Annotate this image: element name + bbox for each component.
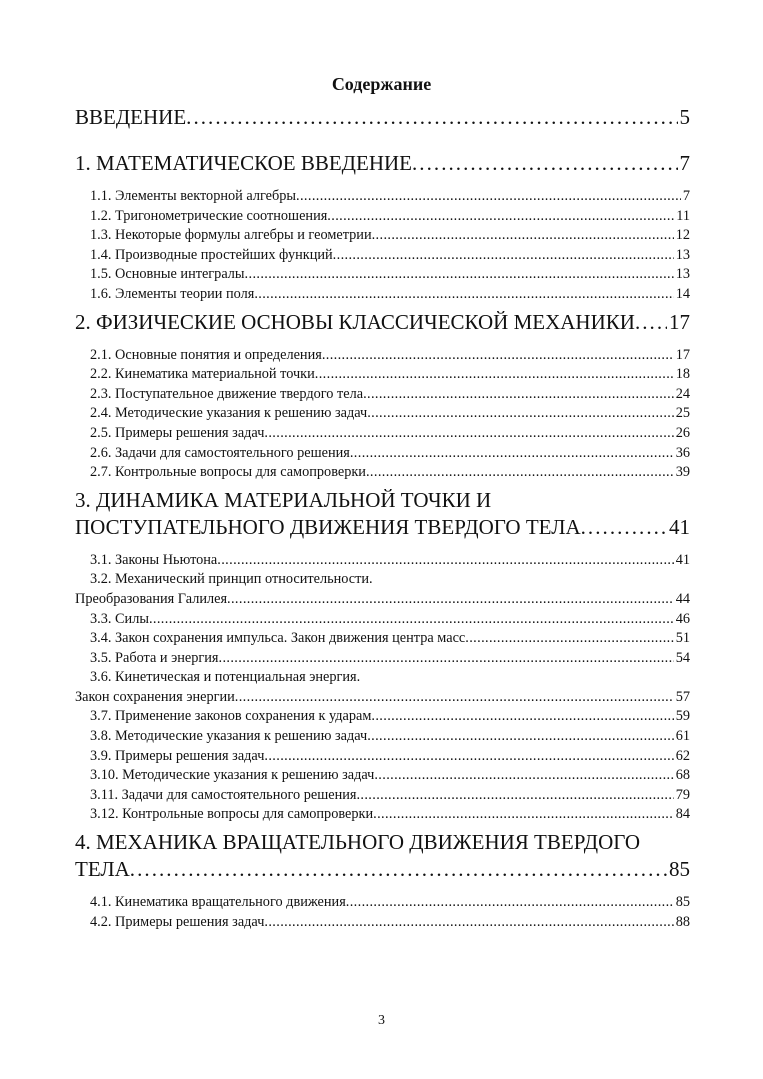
toc-leader — [363, 385, 674, 405]
toc-leader — [412, 150, 678, 177]
toc-row — [90, 265, 690, 285]
toc-leader — [235, 688, 674, 708]
toc-page: 51 — [675, 630, 690, 647]
toc-label: 3.9. Примеры решения задач — [90, 747, 265, 764]
toc-label: 3.4. Закон сохранения импульса. Закон движения центра масс — [90, 630, 466, 647]
toc-page: 41 — [669, 514, 690, 539]
toc-label: 2.4. Методические указания к решению задач — [90, 405, 368, 422]
toc-row — [90, 551, 690, 571]
toc-leader — [465, 629, 673, 649]
toc-row — [90, 207, 690, 227]
toc-row — [90, 246, 690, 266]
toc-page: 17 — [669, 309, 690, 334]
toc-page: 41 — [675, 551, 690, 568]
toc-page: 11 — [676, 207, 690, 224]
toc-row — [75, 856, 690, 883]
toc-label: 1.5. Основные интегралы — [90, 266, 245, 283]
toc-label: ПОСТУПАТЕЛЬНОГО ДВИЖЕНИЯ ТВЕРДОГО ТЕЛА — [75, 514, 581, 539]
toc-page: 88 — [675, 913, 690, 930]
toc-label-line: 3.2. Механический принцип относительности. — [90, 571, 373, 588]
toc-leader — [149, 610, 674, 630]
toc-sections-2 — [75, 346, 690, 483]
toc-label: 3.12. Контрольные вопросы для самопроверки — [90, 806, 374, 823]
toc-row — [90, 424, 690, 444]
toc-label: 1.6. Элементы теории поля — [90, 285, 255, 302]
toc-page: 13 — [675, 266, 690, 283]
toc-leader — [333, 246, 674, 266]
toc-page: 14 — [675, 285, 690, 302]
toc-row — [75, 104, 690, 131]
toc-label: 3.10. Методические указания к решению задач — [90, 767, 375, 784]
toc-page: 84 — [675, 806, 690, 823]
toc-leader — [245, 265, 674, 285]
toc-chapter-2 — [75, 309, 690, 336]
toc-label: 2.1. Основные понятия и определения — [90, 346, 322, 363]
toc-label: ТЕЛА — [75, 857, 130, 882]
toc-leader — [367, 404, 674, 424]
toc-page: 36 — [675, 444, 690, 461]
toc-row — [90, 187, 690, 207]
toc-leader — [350, 444, 674, 464]
toc-row — [90, 786, 690, 806]
toc-row — [90, 913, 690, 933]
toc-label: Закон сохранения энергии — [75, 688, 235, 705]
toc-page: 85 — [669, 857, 690, 882]
toc-page: 26 — [675, 424, 690, 441]
toc-row — [90, 463, 690, 483]
toc-row — [90, 404, 690, 424]
toc-chapter-3 — [75, 487, 690, 541]
toc-label: 2.7. Контрольные вопросы для самопроверки — [90, 464, 366, 481]
toc-page: 13 — [675, 246, 690, 263]
toc-page: 12 — [675, 227, 690, 244]
toc-page: 59 — [675, 708, 690, 725]
toc-leader — [254, 285, 673, 305]
toc-chapter-1 — [75, 150, 690, 177]
toc-row — [75, 590, 690, 610]
toc-sections-4 — [75, 893, 690, 932]
toc-label: 2.2. Кинематика материальной точки — [90, 366, 315, 383]
page-title: Содержание — [331, 74, 432, 94]
toc-row — [90, 385, 690, 405]
toc-page: 44 — [675, 590, 690, 607]
toc-label: 2.6. Задачи для самостоятельного решения — [90, 444, 350, 461]
toc-label: 1.1. Элементы векторной алгебры — [90, 188, 297, 204]
toc-leader — [581, 514, 667, 541]
toc-label: 2.5. Примеры решения задач — [90, 424, 265, 441]
toc-label: 3.8. Методические указания к решению задач — [90, 728, 368, 745]
toc-page: 17 — [675, 346, 690, 363]
toc-label: 2.3. Поступательное движение твердого тела — [90, 385, 364, 402]
toc-page: 24 — [675, 385, 690, 402]
toc-label: 3.1. Законы Ньютона — [90, 551, 218, 568]
toc-row — [90, 766, 690, 786]
toc-label: 2. ФИЗИЧЕСКИЕ ОСНОВЫ КЛАССИЧЕСКОЙ МЕХАНИКИ — [75, 309, 635, 334]
toc-row — [75, 514, 690, 541]
toc-label-line: 4. МЕХАНИКА ВРАЩАТЕЛЬНОГО ДВИЖЕНИЯ ТВЕРДОГО — [75, 830, 641, 855]
toc-row — [90, 893, 690, 913]
toc-page: 68 — [675, 767, 690, 784]
toc-page: 79 — [675, 786, 690, 803]
toc-leader — [374, 766, 673, 786]
toc-row — [75, 150, 690, 177]
toc-row — [90, 365, 690, 385]
toc-page: 5 — [679, 105, 690, 129]
toc-leader — [372, 226, 674, 246]
toc-leader — [219, 649, 674, 669]
toc-sections-1 — [75, 187, 690, 305]
toc-leader — [315, 365, 674, 385]
toc-row — [90, 727, 690, 747]
table-of-contents — [75, 100, 690, 932]
toc-page: 61 — [675, 728, 690, 745]
toc-row — [90, 629, 690, 649]
toc-page: 25 — [675, 405, 690, 422]
toc-label: 3.5. Работа и энергия — [90, 649, 219, 666]
toc-page: 85 — [675, 894, 690, 911]
toc-page: 62 — [675, 747, 690, 764]
toc-row — [75, 688, 690, 708]
toc-label: 3.3. Силы — [90, 610, 149, 627]
toc-label: 3.11. Задачи для самостоятельного решения — [90, 786, 357, 803]
toc-page: 7 — [682, 188, 690, 204]
toc-leader — [327, 207, 674, 227]
toc-page: 57 — [675, 688, 690, 705]
page-number: 3 — [378, 1013, 385, 1028]
toc-label: ВВЕДЕНИЕ — [75, 105, 187, 129]
toc-leader — [264, 424, 673, 444]
toc-label: 1.3. Некоторые формулы алгебры и геометрии — [90, 227, 372, 244]
toc-chapter-4 — [75, 829, 690, 883]
toc-leader — [217, 551, 673, 571]
toc-leader — [130, 856, 667, 883]
toc-row — [90, 649, 690, 669]
toc-label: 1.2. Тригонометрические соотношения — [90, 207, 328, 224]
toc-row — [90, 285, 690, 305]
toc-leader — [264, 747, 673, 767]
toc-row — [90, 346, 690, 366]
toc-row — [90, 610, 690, 630]
toc-leader — [346, 893, 674, 913]
toc-label: 4.1. Кинематика вращательного движения — [90, 894, 346, 911]
toc-label: 1. МАТЕМАТИЧЕСКОЕ ВВЕДЕНИЕ — [75, 151, 412, 175]
toc-leader — [373, 805, 674, 825]
toc-leader — [296, 187, 681, 207]
toc-label: 1.4. Производные простейших функций — [90, 246, 333, 263]
toc-page: 46 — [675, 610, 690, 627]
toc-leader — [322, 346, 674, 366]
toc-label: 4.2. Примеры решения задач — [90, 913, 265, 930]
toc-leader — [227, 590, 674, 610]
toc-leader — [264, 913, 673, 933]
toc-label-line: 3.6. Кинетическая и потенциальная энергия. — [90, 669, 361, 686]
toc-label: Преобразования Галилея — [75, 590, 228, 607]
toc-row — [90, 444, 690, 464]
toc-row — [90, 707, 690, 727]
toc-label: 3.7. Применение законов сохранения к ударам — [90, 708, 372, 725]
toc-page: 39 — [675, 464, 690, 481]
toc-page: 18 — [675, 366, 690, 383]
toc-leader — [366, 463, 674, 483]
toc-page: 54 — [675, 649, 690, 666]
toc-leader — [367, 727, 674, 747]
toc-row — [90, 747, 690, 767]
toc-label-line: 3. ДИНАМИКА МАТЕРИАЛЬНОЙ ТОЧКИ И — [75, 487, 492, 512]
toc-sections-3 — [75, 551, 690, 825]
toc-row — [90, 805, 690, 825]
toc-leader — [635, 309, 667, 336]
toc-leader — [356, 786, 673, 806]
toc-page: 7 — [679, 151, 690, 175]
toc-row — [90, 226, 690, 246]
toc-leader — [186, 104, 677, 131]
toc-row — [75, 309, 690, 336]
toc-chapter-intro — [75, 104, 690, 131]
toc-leader — [371, 707, 673, 727]
